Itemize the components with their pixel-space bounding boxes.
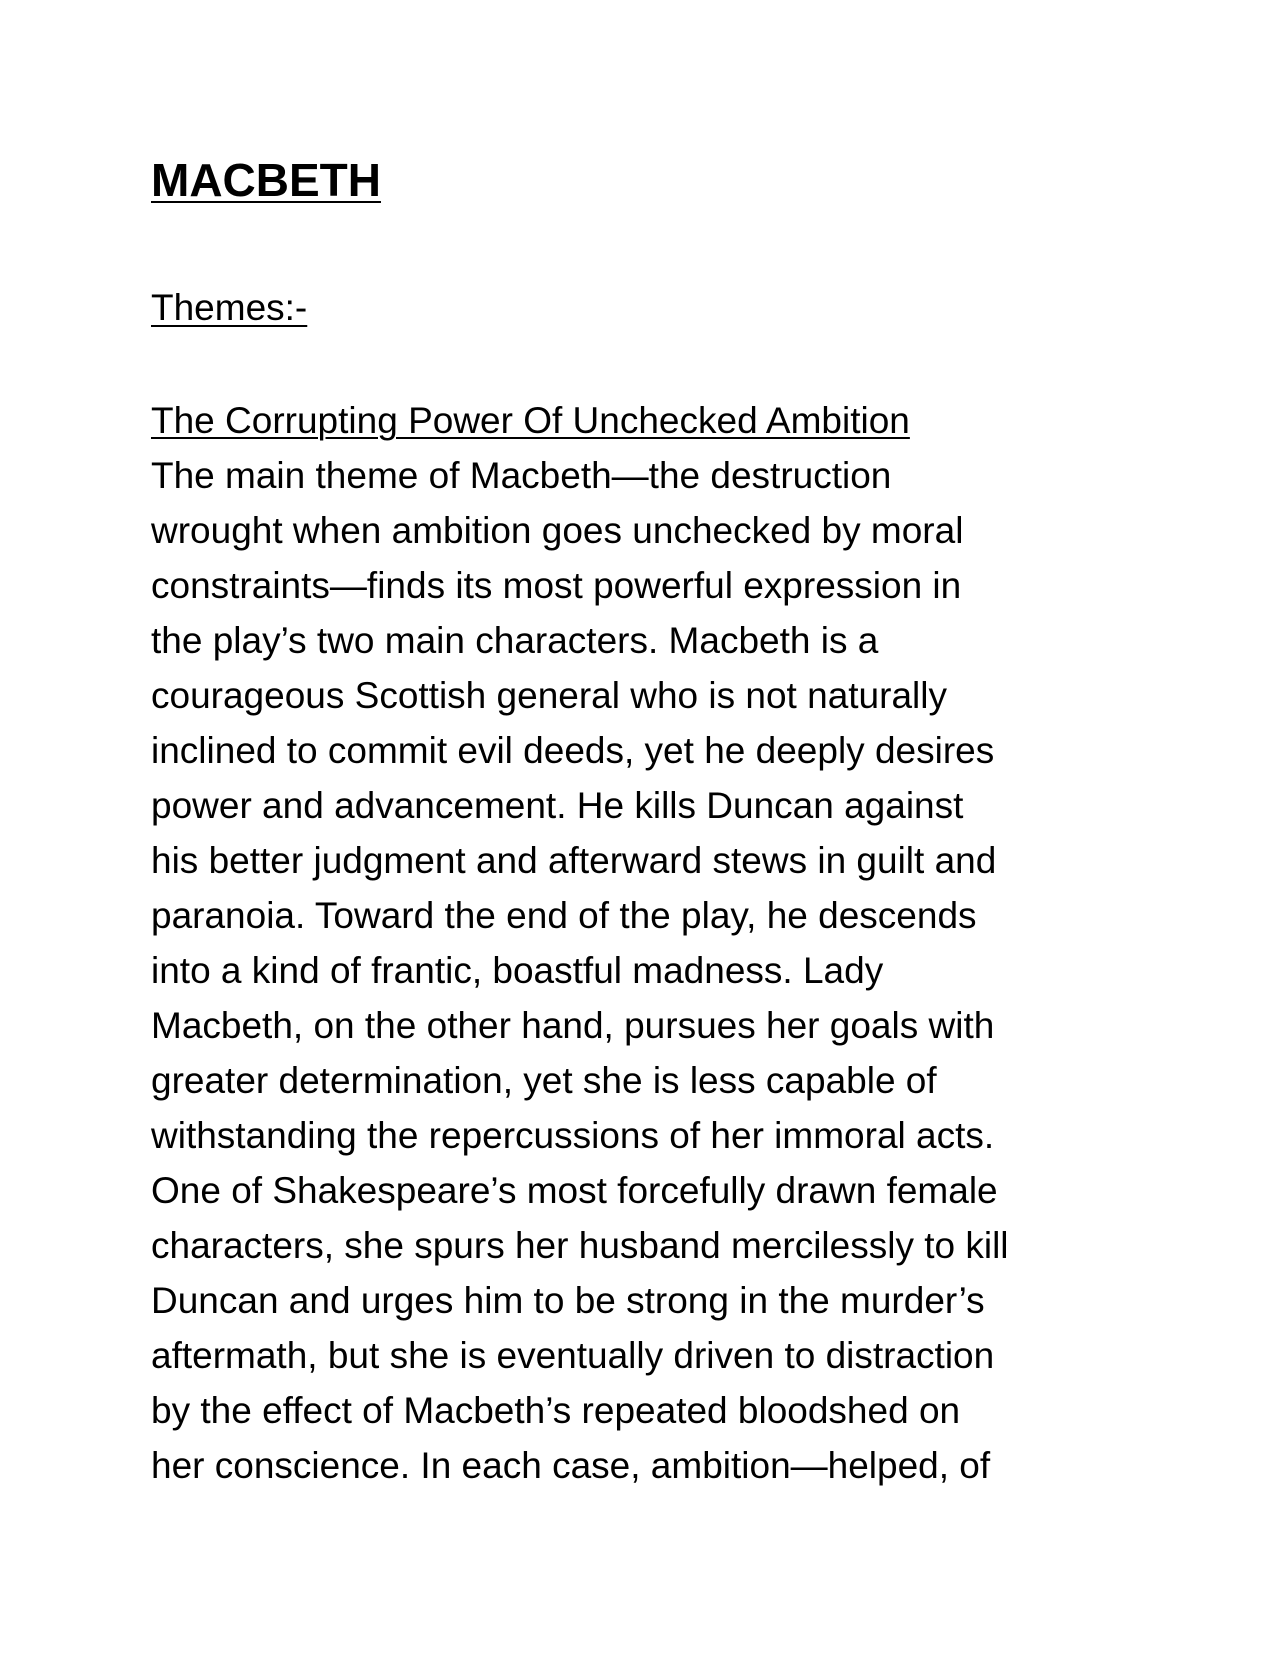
paragraph-line: inclined to commit evil deeds, yet he deeply desires	[151, 730, 995, 771]
paragraph-line: by the effect of Macbeth’s repeated bloodshed on	[151, 1390, 961, 1431]
paragraph-line: The main theme of Macbeth—the destruction	[151, 455, 892, 496]
paragraph-line: into a kind of frantic, boastful madness. Lady	[151, 950, 884, 991]
paragraph-line: courageous Scottish general who is not naturally	[151, 675, 947, 716]
section-heading-themes: Themes:-	[151, 287, 308, 328]
paragraph-line: paranoia. Toward the end of the play, he descends	[151, 895, 977, 936]
document-title: MACBETH	[151, 154, 381, 206]
paragraph-line: characters, she spurs her husband mercilessly to kill	[151, 1225, 1009, 1266]
paragraph-line: Macbeth, on the other hand, pursues her goals with	[151, 1005, 995, 1046]
theme-paragraph	[151, 448, 1211, 1493]
paragraph-line: constraints—finds its most powerful expression in	[151, 565, 962, 606]
paragraph-line: the play’s two main characters. Macbeth is a	[151, 620, 879, 661]
paragraph-line: aftermath, but she is eventually driven to distraction	[151, 1335, 995, 1376]
paragraph-line: wrought when ambition goes unchecked by moral	[151, 510, 964, 551]
paragraph-line: his better judgment and afterward stews in guilt and	[151, 840, 997, 881]
paragraph-line: her conscience. In each case, ambition—helped, of	[151, 1445, 991, 1486]
paragraph-line: withstanding the repercussions of her immoral acts.	[151, 1115, 995, 1156]
paragraph-line: power and advancement. He kills Duncan against	[151, 785, 964, 826]
paragraph-line: greater determination, yet she is less capable of	[151, 1060, 937, 1101]
paragraph-line: Duncan and urges him to be strong in the murder’s	[151, 1280, 985, 1321]
paragraph-line: One of Shakespeare’s most forcefully drawn female	[151, 1170, 998, 1211]
theme-subheading: The Corrupting Power Of Unchecked Ambition	[151, 400, 910, 441]
theme-section	[151, 393, 1211, 1493]
